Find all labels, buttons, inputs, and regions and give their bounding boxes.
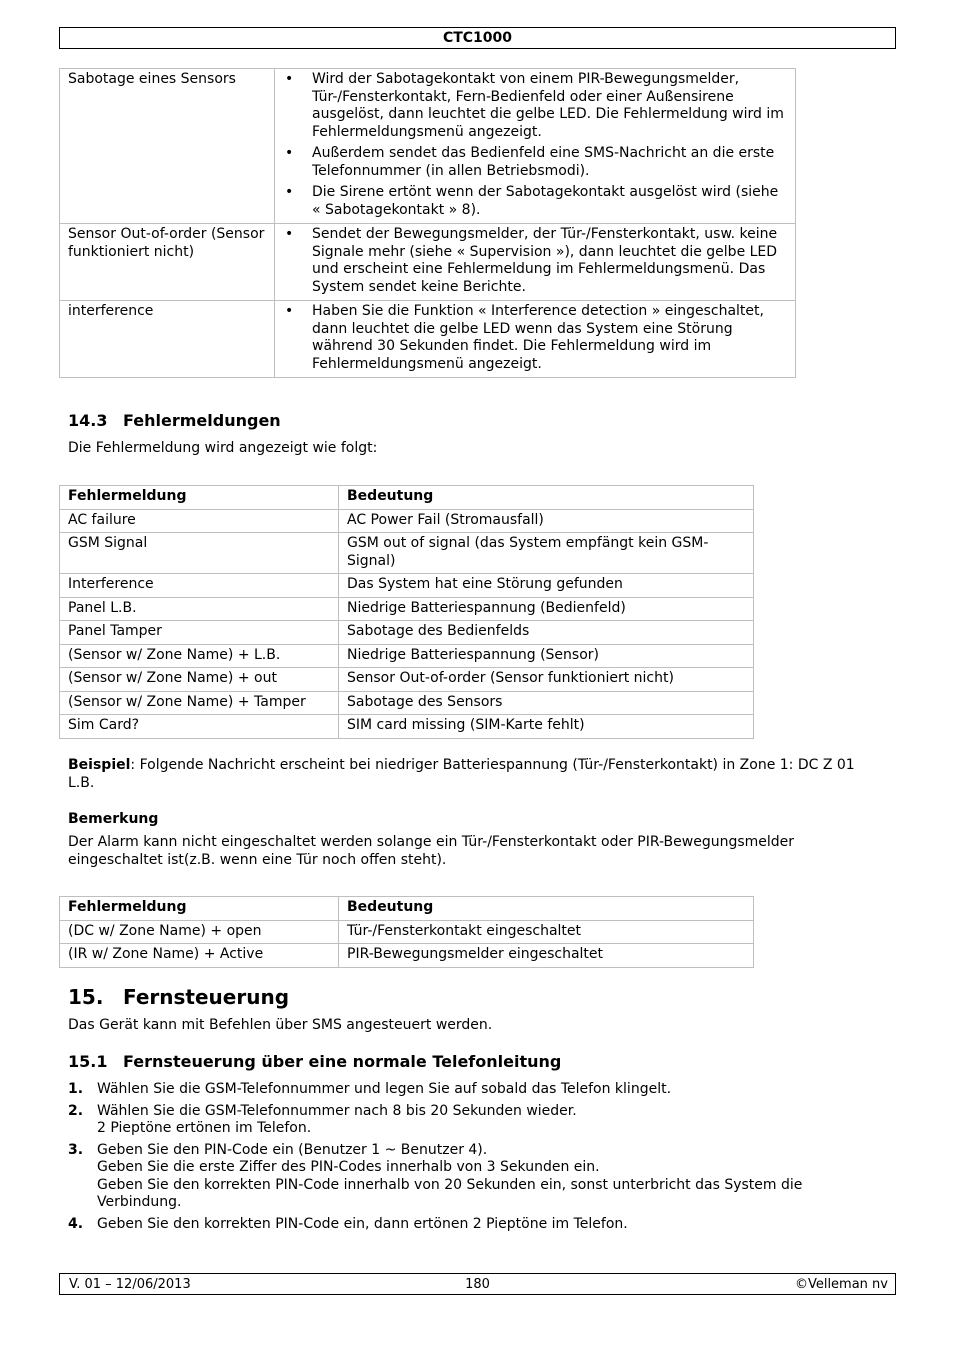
page-footer <box>59 1273 896 1295</box>
step-text: Geben Sie den korrekten PIN-Code ein, dann ertönen 2 Pieptöne im Telefon. <box>97 1215 628 1232</box>
version-date: V. 01 – 12/06/2013 <box>69 1277 191 1292</box>
step-number: 1. <box>68 1081 84 1097</box>
table-cell: (Sensor w/ Zone Name) + L.B. <box>60 644 339 668</box>
list-item <box>68 1142 868 1212</box>
section-number: 15. <box>68 985 104 1009</box>
table-cell: (IR w/ Zone Name) + Active <box>60 944 339 968</box>
table-cell: Sim Card? <box>60 715 339 739</box>
step-text: Geben Sie den korrekten PIN-Code innerhalb von 20 Sekunden ein, sonst unterbricht das System die Verbindung. <box>97 1176 803 1210</box>
table-cell: GSM out of signal (das System empfängt kein GSM-Signal) <box>339 533 754 574</box>
document-title: CTC1000 <box>442 30 513 46</box>
table-row <box>60 944 754 968</box>
table-cell: Sensor Out-of-order (Sensor funktioniert nicht) <box>339 668 754 692</box>
remark-label: Bemerkung <box>68 811 159 827</box>
table-row <box>60 574 754 598</box>
table-cell-label: Sensor Out-of-order (Sensor funktioniert nicht) <box>60 224 275 301</box>
table-cell: (DC w/ Zone Name) + open <box>60 920 339 944</box>
list-item <box>68 1216 868 1234</box>
list-item <box>68 1081 868 1099</box>
table-cell: (Sensor w/ Zone Name) + Tamper <box>60 691 339 715</box>
list-item: • Sendet der Bewegungsmelder, der Tür-/Fensterkontakt, usw. keine Signale mehr (siehe « Supervision »), dann leuchtet die gelbe LED und erscheint eine Fehlermeldung im Fehlermeldungsmenü. Das System sendet keine Berichte. <box>283 226 787 296</box>
table-cell: Sabotage des Bedienfelds <box>339 621 754 645</box>
table-row <box>60 301 796 378</box>
list-item: • Außerdem sendet das Bedienfeld eine SMS-Nachricht an die erste Telefonnummer (in allen Betriebsmodi). <box>283 145 787 180</box>
section-title: Fehlermeldungen <box>123 411 281 430</box>
copyright: ©Velleman nv <box>794 1277 888 1292</box>
step-text: Wählen Sie die GSM-Telefonnummer und legen Sie auf sobald das Telefon klingelt. <box>97 1081 672 1097</box>
step-number: 2. <box>68 1102 84 1119</box>
section-title: Fernsteuerung <box>123 985 290 1009</box>
list-item: • Wird der Sabotagekontakt von einem PIR-Bewegungsmelder, Tür-/Fensterkontakt, Fern-Bedienfeld oder einer Außensirene ausgelöst, dann leuchtet die gelbe LED. Die Fehlermeldung wird im Fehlermeldungsmenü angezeigt. <box>283 71 787 141</box>
remark-text: Der Alarm kann nicht eingeschaltet werden solange ein Tür-/Fensterkontakt oder PIR-Bewegungsmelder eingeschaltet ist(z.B. wenn eine Tür noch offen steht). <box>68 834 795 868</box>
section-title: Fernsteuerung über eine normale Telefonleitung <box>123 1052 562 1071</box>
step-text: Wählen Sie die GSM-Telefonnummer nach 8 bis 20 Sekunden wieder. <box>97 1102 577 1119</box>
table-row <box>60 224 796 301</box>
step-text: Geben Sie die erste Ziffer des PIN-Codes innerhalb von 3 Sekunden ein. <box>97 1159 600 1175</box>
table-row <box>60 691 754 715</box>
example-text: : Folgende Nachricht erscheint bei niedriger Batteriespannung (Tür-/Fensterkontakt) in Zone 1: DC Z 01 L.B. <box>68 757 855 791</box>
section-number: 15.1 <box>68 1052 108 1071</box>
table-row <box>60 533 754 574</box>
table-cell: AC failure <box>60 509 339 533</box>
table-row <box>60 597 754 621</box>
table-row <box>60 715 754 739</box>
table-cell-label: interference <box>60 301 275 378</box>
table-row <box>60 644 754 668</box>
example-paragraph <box>68 757 878 792</box>
table-header-row <box>60 897 754 921</box>
table-cell: (Sensor w/ Zone Name) + out <box>60 668 339 692</box>
fault-description-table <box>59 68 796 378</box>
table-cell: Panel L.B. <box>60 597 339 621</box>
example-label: Beispiel <box>68 757 131 773</box>
column-header: Bedeutung <box>339 486 754 510</box>
page-header <box>59 27 896 49</box>
list-item: • Die Sirene ertönt wenn der Sabotagekontakt ausgelöst wird (siehe « Sabotagekontakt » 8). <box>283 184 787 219</box>
table-cell: Sabotage des Sensors <box>339 691 754 715</box>
error-message-table <box>59 485 754 739</box>
table-cell-description <box>275 301 796 378</box>
list-item: • Haben Sie die Funktion « Interference detection » eingeschaltet, dann leuchtet die gelbe LED wenn das System eine Störung während 30 Sekunden findet. Die Fehlermeldung wird im Fehlermeldungsmenü angezeigt. <box>283 303 787 373</box>
section-intro: Das Gerät kann mit Befehlen über SMS angesteuert werden. <box>68 1017 493 1033</box>
column-header: Fehlermeldung <box>60 486 339 510</box>
list-item <box>68 1103 868 1138</box>
table-cell: Niedrige Batteriespannung (Sensor) <box>339 644 754 668</box>
table-cell-label: Sabotage eines Sensors <box>60 69 275 224</box>
step-text: 2 Pieptöne ertönen im Telefon. <box>97 1120 312 1136</box>
table-cell-description <box>275 69 796 224</box>
section-heading-15-1 <box>68 1052 561 1071</box>
table-cell: SIM card missing (SIM-Karte fehlt) <box>339 715 754 739</box>
table-row <box>60 509 754 533</box>
step-number: 3. <box>68 1141 84 1158</box>
table-header-row <box>60 486 754 510</box>
table-cell: Das System hat eine Störung gefunden <box>339 574 754 598</box>
section-heading-15 <box>68 985 289 1009</box>
table-row <box>60 668 754 692</box>
section-intro: Die Fehlermeldung wird angezeigt wie folgt: <box>68 440 378 456</box>
table-cell: Panel Tamper <box>60 621 339 645</box>
table-cell: Interference <box>60 574 339 598</box>
table-cell-description <box>275 224 796 301</box>
table-cell: Tür-/Fensterkontakt eingeschaltet <box>339 920 754 944</box>
section-number: 14.3 <box>68 411 108 430</box>
table-cell: AC Power Fail (Stromausfall) <box>339 509 754 533</box>
page-number: 180 <box>465 1277 490 1292</box>
table-cell: GSM Signal <box>60 533 339 574</box>
step-text: Geben Sie den PIN-Code ein (Benutzer 1 ~ Benutzer 4). <box>97 1141 488 1158</box>
table-cell: PIR-Bewegungsmelder eingeschaltet <box>339 944 754 968</box>
step-list <box>68 1081 868 1237</box>
table-cell: Niedrige Batteriespannung (Bedienfeld) <box>339 597 754 621</box>
section-heading-14-3 <box>68 411 281 430</box>
column-header: Bedeutung <box>339 897 754 921</box>
table-row <box>60 621 754 645</box>
table-row <box>60 69 796 224</box>
column-header: Fehlermeldung <box>60 897 339 921</box>
table-row <box>60 920 754 944</box>
status-message-table <box>59 896 754 968</box>
step-number: 4. <box>68 1215 84 1232</box>
